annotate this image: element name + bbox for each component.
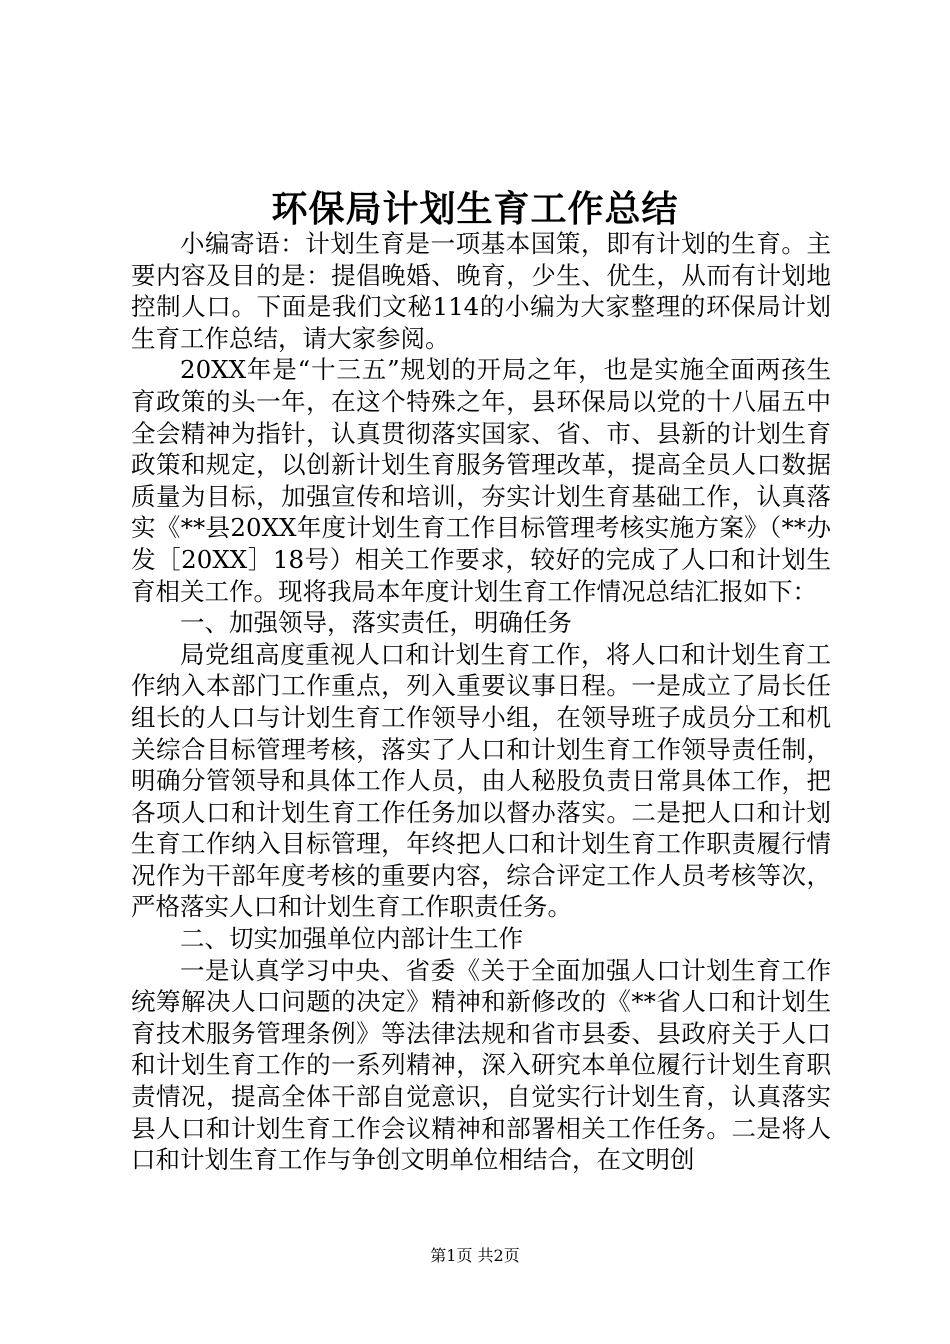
paragraph-section-2: 一是认真学习中央、省委《关于全面加强人口计划生育工作统筹解决人口问题的决定》精神和新修改的《**省人口和计划生育技术服务管理条例》等法律法规和省市县委、县政府关于人口和计划生育工作的一系列精神，深入研究本单位履行计划生育职责情况，提高全体干部自觉意识，自觉实行计划生育，认真落实县人口和计划生育工作会议精神和部署相关工作任务。二是将人口和计划生育工作与争创文明单位相结合，在文明创 <box>131 955 831 1175</box>
paragraph-intro: 小编寄语：计划生育是一项基本国策，即有计划的生育。主要内容及目的是：提倡晚婚、晚育，少生、优生，从而有计划地控制人口。下面是我们文秘114的小编为大家整理的环保局计划生育工作总结，请大家参阅。 <box>131 229 831 353</box>
document-title: 环保局计划生育工作总结 <box>271 188 679 230</box>
section-heading-2: 二、切实加强单位内部计生工作 <box>180 924 523 954</box>
paragraph-overview: 20XX年是“十三五”规划的开局之年，也是实施全面两孩生育政策的头一年，在这个特殊之年，县环保局以党的十八届五中全会精神为指针，认真贯彻落实国家、省、市、县新的计划生育政策和规定，以创新计划生育服务管理改革，提高全员人口数据质量为目标，加强宣传和培训，夯实计划生育基础工作，认真落实《**县20XX年度计划生育工作目标管理考核实施方案》（**办发［20XX］18号）相关工作要求，较好的完成了人口和计划生育相关工作。现将我局本年度计划生育工作情况总结汇报如下： <box>131 355 831 606</box>
paragraph-section-1: 局党组高度重视人口和计划生育工作，将人口和计划生育工作纳入本部门工作重点，列入重要议事日程。一是成立了局长任组长的人口与计划生育工作领导小组，在领导班子成员分工和机关综合目标管理考核，落实了人口和计划生育工作领导责任制，明确分管领导和具体工作人员，由人秘股负责日常具体工作，把各项人口和计划生育工作任务加以督办落实。二是把人口和计划生育工作纳入目标管理，年终把人口和计划生育工作职责履行情况作为干部年度考核的重要内容，综合评定工作人员考核等次，严格落实人口和计划生育工作职责任务。 <box>131 639 831 922</box>
document-body <box>131 228 831 1176</box>
page-number-footer: 第1页 共2页 <box>430 1246 520 1265</box>
section-heading-1: 一、加强领导，落实责任，明确任务 <box>180 608 572 638</box>
